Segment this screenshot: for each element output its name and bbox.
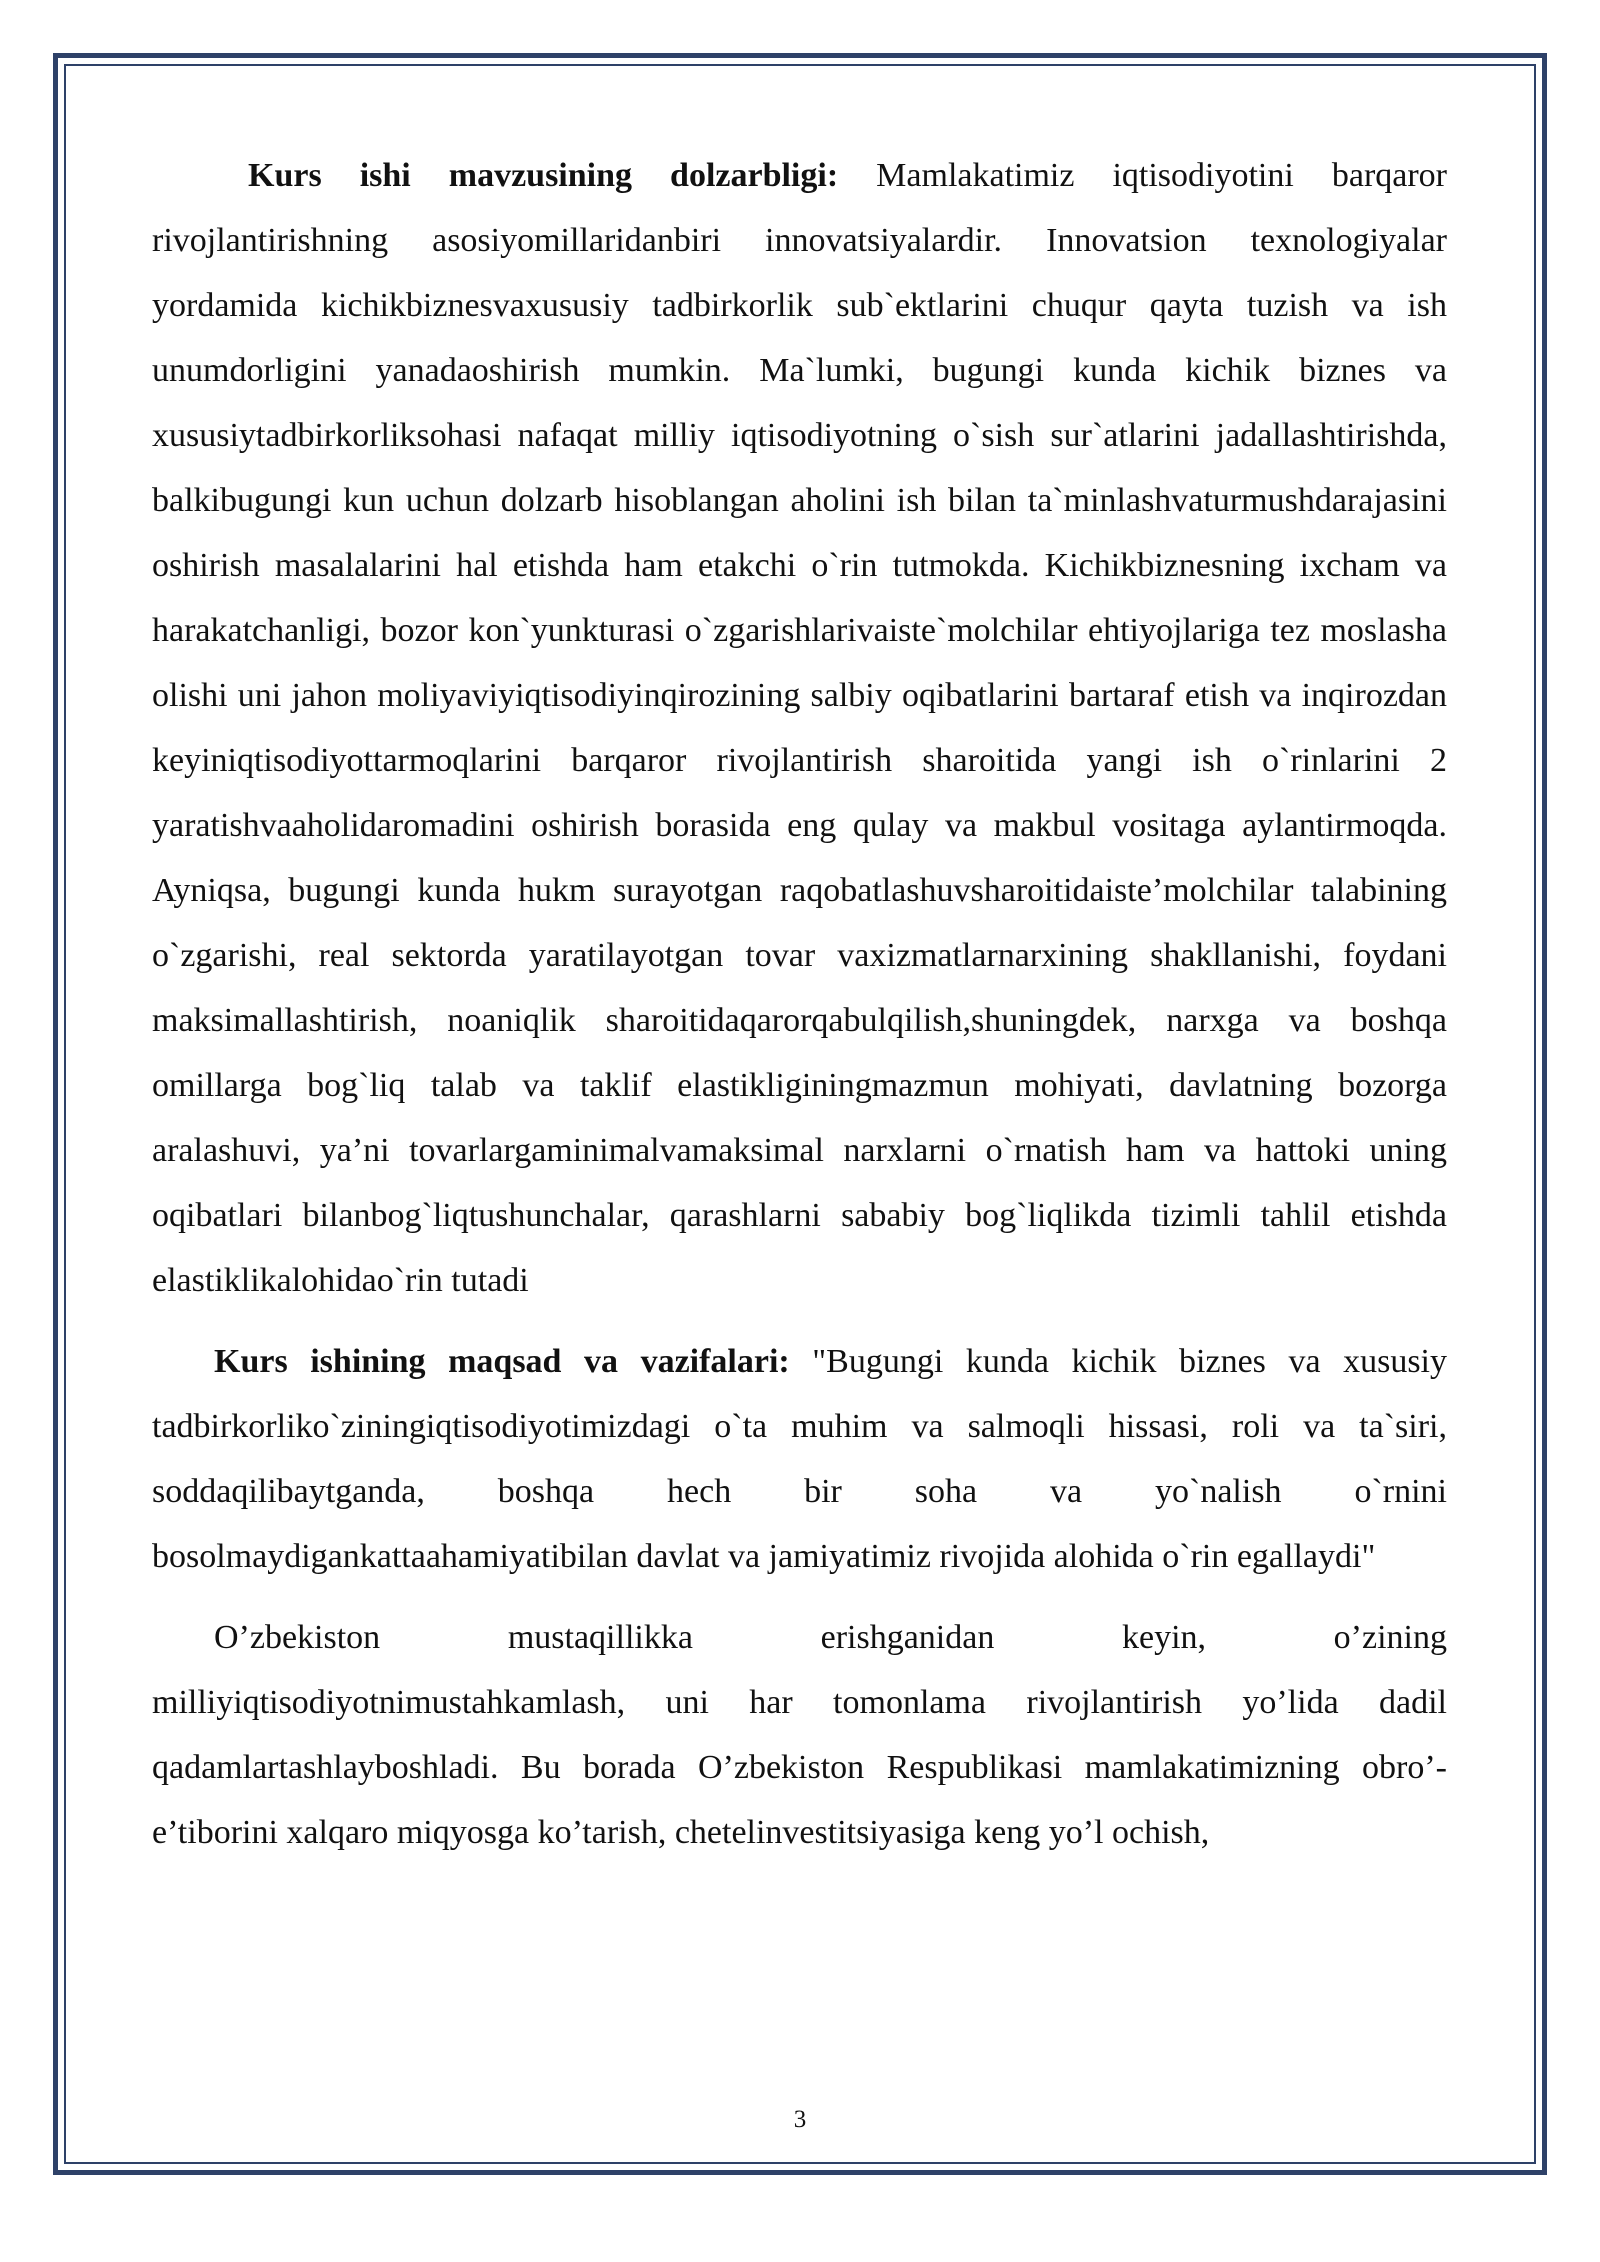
page-number: 3 — [793, 2106, 807, 2133]
paragraph-goals — [152, 1329, 1447, 1589]
paragraph-heading-relevance: Kurs ishi mavzusining dolzarbligi: — [248, 157, 839, 194]
page-content — [152, 143, 1447, 1865]
paragraph-body-independence: O’zbekiston mustaqillikka erishganidan keyin, o’zining milliyiqtisodiyotnimustahkamlash, uni har tomonlama rivojlantirish yo’lida dadil qadamlartashlayboshladi. Bu borada O’zbekiston Respublikasi mamlakatimizning obro’-e’tiborini xalqaro miqyosga ko’tarish, chetelinvestitsiyasiga keng yo’l ochish, — [152, 1619, 1447, 1851]
paragraph-body-goals: "Bugungi kunda kichik biznes va xususiy tadbirkorliko`ziningiqtisodiyotimizdagi o`ta muhim va salmoqli hissasi, roli va ta`siri, soddaqilibaytganda, boshqa hech bir soha va yo`nalish o`rnini bosolmaydigankattaahamiyatibilan davlat va jamiyatimiz rivojida alohida o`rin egallaydi" — [152, 1343, 1447, 1575]
paragraph-body-relevance: Mamlakatimiz iqtisodiyotini barqaror rivojlantirishning asosiyomillaridanbiri innovatsiyalardir. Innovatsion texnologiyalar yordamida kichikbiznesvaxususiy tadbirkorlik sub`ektlarini chuqur qayta tuzish va ish unumdorligini yanadaoshirish mumkin. Ma`lumki, bugungi kunda kichik biznes va xususiytadbirkorliksohasi nafaqat milliy iqtisodiyotning o`sish sur`atlarini jadallashtirishda, balkibugungi kun uchun dolzarb hisoblangan aholini ish bilan ta`minlashvaturmushdarajasini oshirish masalalarini hal etishda ham etakchi o`rin tutmokda. Kichikbiznesning ixcham va harakatchanligi, bozor kon`yunkturasi o`zgarishlarivaiste`molchilar ehtiyojlariga tez moslasha olishi uni jahon moliyaviyiqtisodiyinqirozining salbiy oqibatlarini bartaraf etish va inqirozdan keyiniqtisodiyottarmoqlarini barqaror rivojlantirish sharoitida yangi ish o`rinlarini 2 yaratishvaaholidaromadini oshirish borasida eng qulay va makbul vositaga aylantirmoqda. Ayniqsa, bugungi kunda hukm surayotgan raqobatlashuvsharoitidaiste’molchilar talabining o`zgarishi, real sektorda yaratilayotgan tovar vaxizmatlarnarxining shakllanishi, foydani maksimallashtirish, noaniqlik sharoitidaqarorqabulqilish,shuningdek, narxga va boshqa omillarga bog`liq talab va taklif elastikliginingmazmun mohiyati, davlatning bozorga aralashuvi, ya’ni tovarlargaminimalvamaksimal narxlarni o`rnatish ham va hattoki uning oqibatlari bilanbog`liqtushunchalar, qarashlarni sababiy bog`liqlikda tizimli tahlil etishda elastiklikalohidao`rin tutadi — [152, 157, 1447, 1299]
paragraph-relevance — [152, 143, 1447, 1313]
paragraph-heading-goals: Kurs ishining maqsad va vazifalari: — [214, 1343, 790, 1380]
paragraph-independence — [152, 1605, 1447, 1865]
